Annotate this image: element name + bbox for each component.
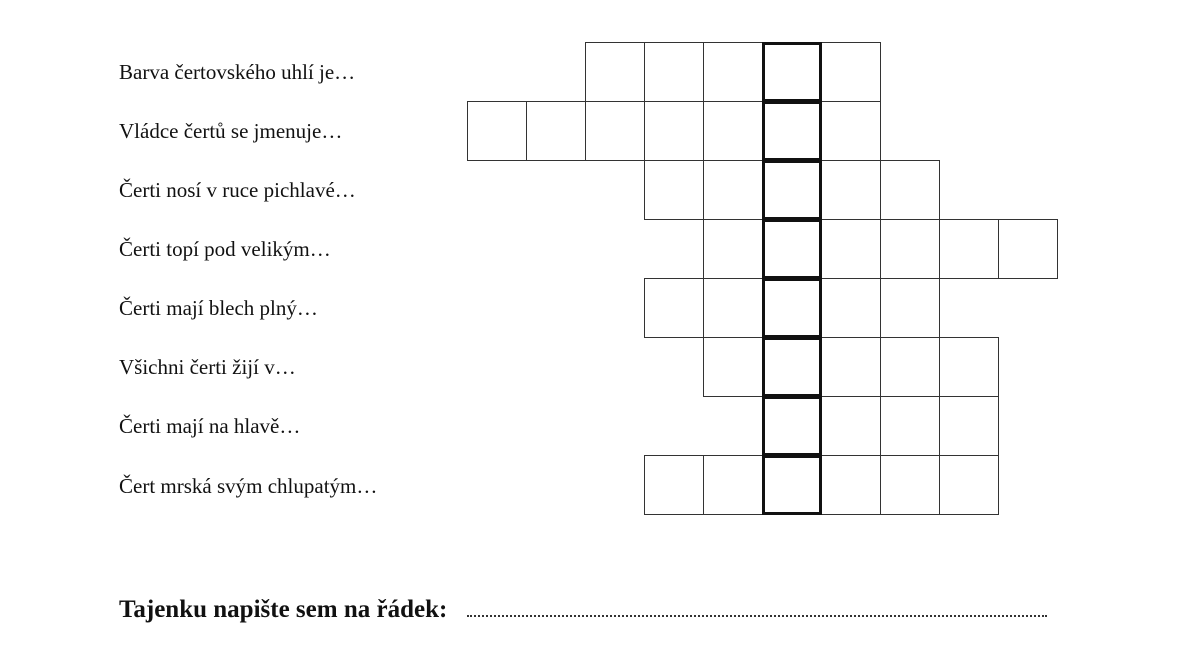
letter-cell[interactable] <box>703 160 763 220</box>
solution-cell[interactable] <box>762 396 822 456</box>
solution-cell[interactable] <box>762 160 822 220</box>
letter-cell[interactable] <box>703 278 763 338</box>
solution-cell[interactable] <box>762 101 822 161</box>
letter-cell[interactable] <box>880 160 940 220</box>
letter-cell[interactable] <box>703 101 763 161</box>
letter-cell[interactable] <box>526 101 586 161</box>
letter-cell[interactable] <box>585 42 645 102</box>
letter-cell[interactable] <box>821 278 881 338</box>
letter-cell[interactable] <box>644 455 704 515</box>
letter-cell[interactable] <box>585 101 645 161</box>
letter-cell[interactable] <box>880 278 940 338</box>
letter-cell[interactable] <box>939 219 999 279</box>
solution-cell[interactable] <box>762 278 822 338</box>
letter-cell[interactable] <box>467 101 527 161</box>
solution-cell[interactable] <box>762 219 822 279</box>
answer-prompt: Tajenku napište sem na řádek: <box>119 596 448 623</box>
clue-1: Barva čertovského uhlí je… <box>119 60 356 84</box>
letter-cell[interactable] <box>880 455 940 515</box>
letter-cell[interactable] <box>939 455 999 515</box>
clue-3: Čerti nosí v ruce pichlavé… <box>119 178 356 202</box>
clue-7: Čerti mají na hlavě… <box>119 414 301 438</box>
letter-cell[interactable] <box>821 101 881 161</box>
letter-cell[interactable] <box>644 42 704 102</box>
letter-cell[interactable] <box>821 160 881 220</box>
solution-cell[interactable] <box>762 42 822 102</box>
solution-cell[interactable] <box>762 455 822 515</box>
clue-4: Čerti topí pod velikým… <box>119 237 331 261</box>
letter-cell[interactable] <box>998 219 1058 279</box>
letter-cell[interactable] <box>644 278 704 338</box>
clue-6: Všichni čerti žijí v… <box>119 355 296 379</box>
letter-cell[interactable] <box>821 42 881 102</box>
letter-cell[interactable] <box>821 337 881 397</box>
letter-cell[interactable] <box>644 160 704 220</box>
clue-8: Čert mrská svým chlupatým… <box>119 474 378 498</box>
letter-cell[interactable] <box>703 42 763 102</box>
letter-cell[interactable] <box>703 337 763 397</box>
clue-2: Vládce čertů se jmenuje… <box>119 119 343 143</box>
letter-cell[interactable] <box>821 455 881 515</box>
clue-5: Čerti mají blech plný… <box>119 296 318 320</box>
letter-cell[interactable] <box>821 219 881 279</box>
letter-cell[interactable] <box>821 396 881 456</box>
answer-line <box>119 591 1047 624</box>
letter-cell[interactable] <box>703 219 763 279</box>
letter-cell[interactable] <box>880 337 940 397</box>
letter-cell[interactable] <box>939 337 999 397</box>
letter-cell[interactable] <box>880 219 940 279</box>
letter-cell[interactable] <box>644 101 704 161</box>
solution-cell[interactable] <box>762 337 822 397</box>
letter-cell[interactable] <box>880 396 940 456</box>
answer-dotted-line[interactable] <box>467 591 1047 617</box>
letter-cell[interactable] <box>939 396 999 456</box>
letter-cell[interactable] <box>703 455 763 515</box>
